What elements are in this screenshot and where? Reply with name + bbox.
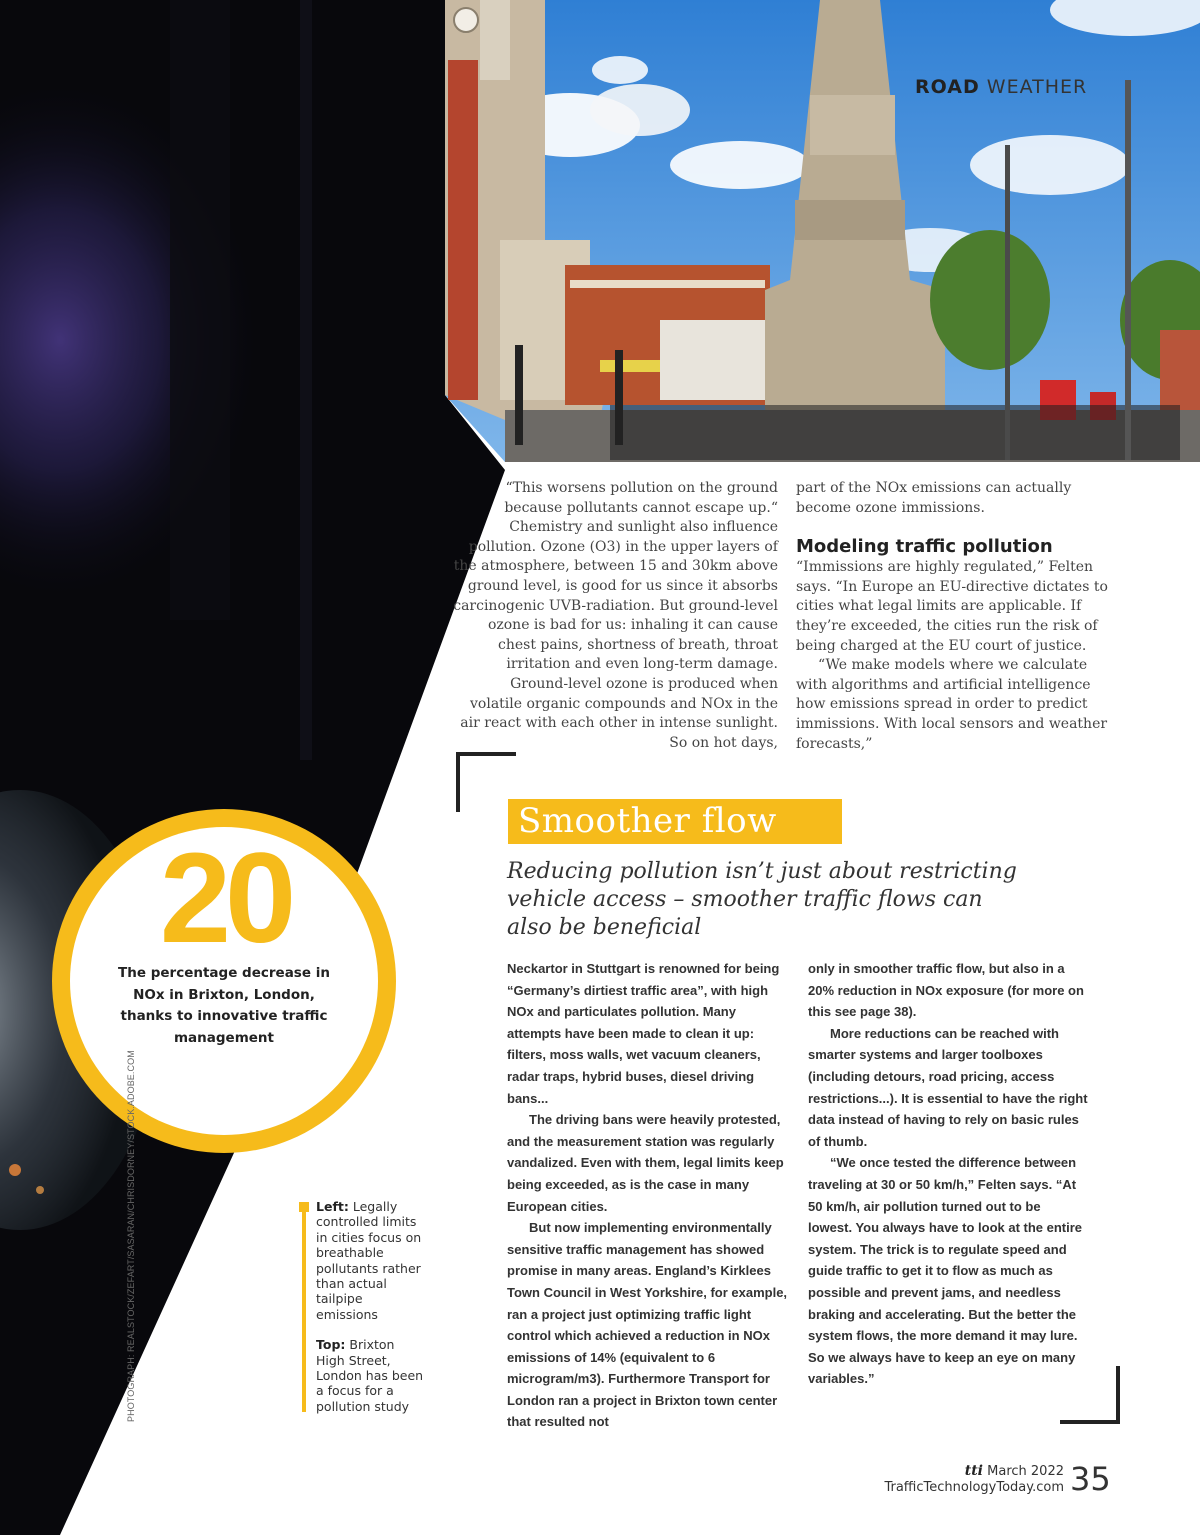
stat-caption: The percentage decrease in NOx in Brixton, London, thanks to innovative traffic management <box>118 965 330 1046</box>
caption-left <box>316 1199 424 1322</box>
article-paragraph: part of the NOx emissions can actually become ozone immissions. <box>796 480 1072 516</box>
photo-captions <box>316 1199 424 1414</box>
stat-number: 20 <box>159 827 291 970</box>
footer-site: TrafficTechnologyToday.com <box>884 1480 1064 1495</box>
article-column-left <box>448 479 778 753</box>
subhead: Modeling traffic pollution <box>796 536 1053 558</box>
top-photo-street <box>0 0 1200 470</box>
box-corner-top-left <box>456 752 516 812</box>
page-number: 35 <box>1070 1460 1111 1498</box>
box-title: Smoother flow <box>518 801 777 841</box>
caption-top <box>316 1337 424 1414</box>
section-label-light: WEATHER <box>986 76 1088 98</box>
box-standfirst: Reducing pollution isn’t just about restricting vehicle access – smoother traffic flows can also be beneficial <box>507 859 1017 940</box>
footer-issue: March 2022 <box>987 1464 1064 1479</box>
article-paragraph: “We make models where we calculate with algorithms and artificial intelligence how emissions spread in order to predict immissions. With local sensors and weather forecasts,” <box>796 657 1108 752</box>
article-column-right <box>796 479 1118 754</box>
caption-left-text: Legally controlled limits in cities focus on breathable pollutants rather than actual tailpipe emissions <box>316 1199 422 1322</box>
box-title-bar <box>508 799 842 844</box>
footer-brand: tti <box>964 1463 983 1479</box>
box-paragraph: But now implementing environmentally sensitive traffic management has showed promise in many areas. England’s Kirklees Town Council in West Yorkshire, for example, ran a project just optimizing traffic light control which achieved a reduction in NOx emissions of 14% (equivalent to 6 microgram/m3). Furthermore Transport for London ran a project in Brixton town center that resulted not <box>507 1220 788 1430</box>
caption-left-label: Left: <box>316 1199 349 1214</box>
box-paragraph: More reductions can be reached with smarter systems and larger toolboxes (including detours, road pricing, access restrictions...). It is essential to have the right data instead of having to rely on basic rules of thumb. <box>808 1025 1088 1149</box>
box-paragraph: Neckartor in Stuttgart is renowned for being “Germany’s dirtiest traffic area”, with high NOx and particulates pollution. Many attempts have been made to clean it up: filters, moss walls, wet vacuum cleaners, radar traps, hybrid buses, diesel driving bans... <box>507 961 780 1106</box>
section-label <box>915 76 1087 98</box>
box-paragraph: only in smoother traffic flow, but also in a 20% reduction in NOx exposure (for more on this see page 38). <box>808 961 1084 1020</box>
section-label-bold: ROAD <box>915 76 980 98</box>
box-column-left <box>507 958 792 1433</box>
box-paragraph: The driving bans were heavily protested, and the measurement station was regularly vandalized. Even with them, legal limits keep being exceeded, as is the case in many European cities. <box>507 1112 784 1214</box>
caption-top-text: Brixton High Street, London has been a focus for a pollution study <box>316 1337 424 1414</box>
article-paragraph: Chemistry and sunlight also influence pollution. Ozone (O3) in the upper layers of the atmosphere, between 15 and 30km above ground level, is good for us since it absorbs carcinogenic UVB-radiation. But ground-level ozone is bad for us: inhaling it can cause chest pains, shortness of breath, throat irritation and even long-term damage. <box>453 519 778 673</box>
article-paragraph: “Immissions are highly regulated,” Felten says. “In Europe an EU-directive dictates to cities what legal limits are applicable. If they’re exceeded, the cities run the risk of being charged at the EU court of justice. <box>796 559 1108 654</box>
box-column-right <box>808 958 1088 1390</box>
footer-magazine <box>862 1463 1064 1496</box>
caption-accent-marker <box>299 1202 309 1212</box>
article-paragraph: Ground-level ozone is produced when volatile organic compounds and NOx in the air react with each other in intense sunlight. So on hot days, <box>460 675 778 751</box>
article-paragraph: “This worsens pollution on the ground because pollutants cannot escape up.“ <box>504 480 778 516</box>
caption-top-label: Top: <box>316 1337 346 1353</box>
caption-accent-bar <box>302 1202 306 1412</box>
photo-credit: PHOTOGRAPH: REALSTOCK/ZEFART/SASARAN/CHRISDORNEY/STOCK.ADOBE.COM <box>126 1050 136 1422</box>
box-paragraph: “We once tested the difference between traveling at 30 or 50 km/h,” Felten says. “At 50 km/h, air pollution turned out to be lowest. You always have to look at the entire system. The trick is to regulate speed and guide traffic to get it to flow as much as possible and prevent jams, and needless braking and accelerating. But the better the system flows, the more demand it may lure. So we always have to keep an eye on many variables.” <box>808 1155 1083 1387</box>
